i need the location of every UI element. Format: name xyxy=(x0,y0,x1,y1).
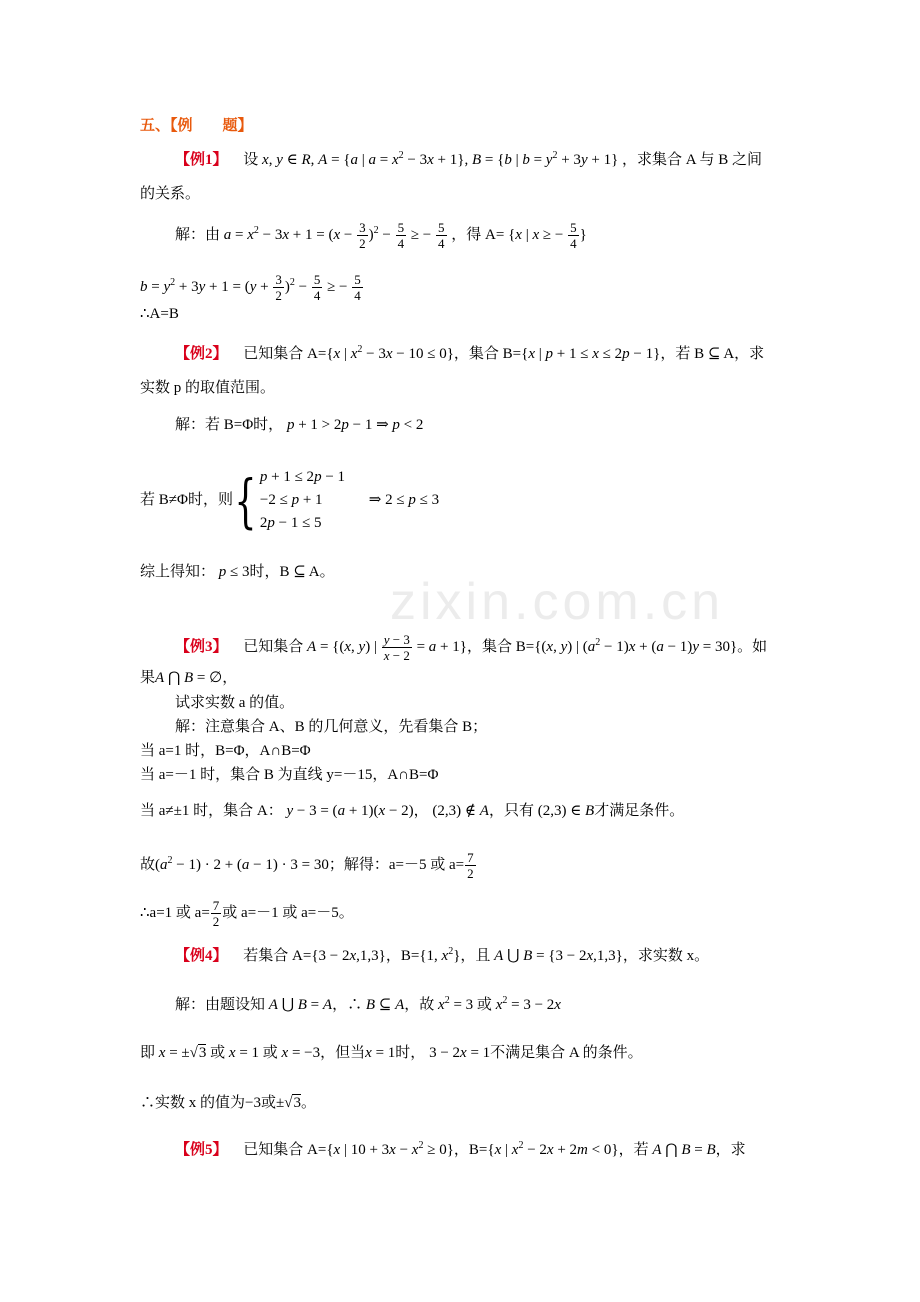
ex5-t4: ，求 xyxy=(715,1142,746,1158)
ex3-line3: 试求实数 a 的值。 xyxy=(175,695,295,711)
ex3-line9: ∴a=1 或 a= $\frac{7}{2}$ 或 a=－1 或 a=－5。 xyxy=(140,898,354,929)
ex3-t1: 已知集合 xyxy=(243,638,304,655)
ex2-question: 【例2】 已知集合 A={x | $x^2 - 3x - 10 \le 0$}，集合 B={x | p + 1 ≤ x ≤ 2p − 1}，若 B ⊆ A，求 xyxy=(175,344,765,362)
ex3-line5: 当 a=1 时，B=Φ，A∩B=Φ xyxy=(140,743,311,759)
ex3-tag: 【例3】 xyxy=(175,638,228,655)
ex1-sol-formula-b: $b = y^2 + 3y + 1 = (y$ + $\frac{3}{2}$ )$^2$ − $\frac{5}{4}$ ≥ − $\frac{5}{4}$ xyxy=(140,272,361,303)
ex4-line2-or2: 或 xyxy=(262,1045,278,1061)
ex5-t1: 已知集合 A= xyxy=(243,1142,327,1158)
ex1-solution-2 xyxy=(140,272,364,303)
ex4-t3: ，且 xyxy=(460,948,491,964)
ex5-t2: ，B= xyxy=(453,1142,488,1158)
ex5-tag: 【例5】 xyxy=(175,1142,228,1158)
ex1-question-tail: ，求集合 A 与 B 之间 xyxy=(622,152,763,168)
ex4-solution-1: 解：由题设知 A ⋃ B = A，∴ B ⊆ A，故 $x^2 = 3$ 或 $x^2 = 3 - 2x$ xyxy=(175,995,561,1013)
ex4-conclusion: ∴实数 x 的值为−3或±√3。 xyxy=(140,1095,316,1111)
ex3-line2-prefix: 果 xyxy=(140,670,156,686)
ex1-conclusion: ∴A=B xyxy=(140,306,179,322)
ex2-summary-end: A。 xyxy=(308,564,335,580)
ex2-t4: A，求 xyxy=(723,346,765,362)
ex4-line2-or1: 或 xyxy=(210,1045,226,1061)
ex3-set-a: A = {(x, y) | $\frac{y - 3}{x - 2}$ = a + 1} xyxy=(307,632,467,663)
ex4-sol-mid: ，故 xyxy=(404,997,435,1013)
ex1-tag: 【例1】 xyxy=(175,152,228,168)
ex2-summary-mid: 时，B xyxy=(249,564,290,580)
ex1-solution-1 xyxy=(175,220,587,251)
ex2-line2: 实数 p 的取值范围。 xyxy=(140,380,276,396)
ex3-line4: 解：注意集合 A、B 的几何意义，先看集合 B； xyxy=(175,719,488,735)
ex2-sys-result: ⇒ 2 ≤ p ≤ 3 xyxy=(368,491,440,508)
ex3-line7-end: 才满足条件。 xyxy=(594,803,685,819)
ex3-question xyxy=(175,632,767,663)
ex5-question: 【例5】 已知集合 A={x | $10 + 3x - x^2 \ge 0$}，B={x | $x^2 - 2x + 2m < 0$}，若 A ⋂ B = B，求 xyxy=(175,1140,746,1158)
ex1-intro: 设 xyxy=(243,152,259,168)
ex1-question xyxy=(175,150,762,170)
ex2-sol2-prefix: 若 B≠Φ时，则 xyxy=(140,491,233,508)
ex4-t2: ，B= xyxy=(385,948,420,964)
ex3-line8: 故$(a^2 - 1) \cdot 2 + (a - 1) \cdot 3 = 30$；解得：a=－5 或 a= $\frac{7}{2}$ xyxy=(140,850,474,881)
section-title-text: 五、【例 题】 xyxy=(140,118,253,134)
ex4-line2-mid: ，但当 xyxy=(320,1045,366,1061)
ex1-sol-set-a: {x | x ≥ − $\frac{5}{4}$ } xyxy=(508,220,587,251)
ex3-line2-suffix: ， xyxy=(222,670,238,686)
ex3-line7-prefix: 当 a≠±1 时，集合 A： xyxy=(140,803,283,819)
ex3-line9-end: 或 a=－1 或 a=－5。 xyxy=(222,904,354,921)
ex2-solution-1 xyxy=(175,415,423,435)
ex3-t3: 。如 xyxy=(737,638,768,655)
ex2-summary-prefix: 综上得知： xyxy=(140,564,216,580)
ex3-line8-prefix: 故 xyxy=(140,856,156,873)
ex1-sol-prefix: 解：由 xyxy=(175,226,221,243)
ex4-t1: 若集合 A= xyxy=(243,948,312,964)
ex3-line7: 当 a≠±1 时，集合 A： y − 3 = (a + 1)(x − 2)， (2,3) ∉ A，只有 (2,3) ∈ B才满足条件。 xyxy=(140,803,685,819)
ex2-summary: 综上得知： p ≤ 3时，B ⊆ A。 xyxy=(140,564,335,580)
ex1-formula: x, y ∈ R, A = {a | $a = x^2 - 3x + 1$}, B = {b | $b = y^2 + 3y + 1$} xyxy=(262,150,619,168)
ex4-conclusion-or: 或 xyxy=(260,1095,276,1111)
ex4-t4: ，求实数 x。 xyxy=(622,948,710,964)
ex1-sol-mid: ，得 A= xyxy=(451,226,505,243)
section-title xyxy=(140,116,253,136)
ex4-line2-prefix: 即 xyxy=(140,1045,156,1061)
ex2-solution-2 xyxy=(140,466,440,535)
watermark: zixin.com.cn xyxy=(390,573,725,631)
ex2-t2: ，集合 B= xyxy=(453,346,522,362)
ex4-line2-end: 不满足集合 A 的条件。 xyxy=(490,1045,643,1061)
ex3-line2: 果A ⋂ B = ∅， xyxy=(140,670,238,686)
ex5-t3: ，若 xyxy=(618,1142,649,1158)
ex3-line8-mid: ；解得：a=－5 或 a= xyxy=(328,856,465,873)
ex4-conclusion-end: 。 xyxy=(300,1095,316,1111)
ex3-line7-mid: ，只有 xyxy=(488,803,534,819)
ex4-solution-2: 即 x = ±√3 或 x = 1 或 x = −3，但当x = 1时， 3 − 2x = 1不满足集合 A 的条件。 xyxy=(140,1045,643,1061)
ex3-set-b: {(x, y) | $(a^2 - 1)x + (a - 1)y = 30$} xyxy=(534,636,738,655)
brace-symbol: { xyxy=(234,466,257,535)
ex4-tag: 【例4】 xyxy=(175,948,228,964)
ex4-line2-when: 时， xyxy=(395,1045,426,1061)
ex3-t2: ，集合 B= xyxy=(466,638,535,655)
ex4-conclusion-prefix: ∴实数 x 的值为 xyxy=(140,1095,246,1111)
ex2-set-b: {x | p + 1 ≤ x ≤ 2p − 1} xyxy=(521,346,661,362)
ex2-t3: ，若 B xyxy=(660,346,705,362)
ex2-tag: 【例2】 xyxy=(175,346,228,362)
ex4-sol-prefix: 解：由题设知 xyxy=(175,997,266,1013)
ex2-t1: 已知集合 A= xyxy=(243,346,327,362)
ex2-sol1-prefix: 解：若 B=Φ时， xyxy=(175,417,284,433)
ex4-sol-or: 或 xyxy=(476,997,492,1013)
ex2-sol1-formula: p + 1 > 2p − 1 ⇒ p < 2 xyxy=(286,417,424,433)
ex1-sol-formula-a: $a = x^2 - 3x + 1 = (x$ − $\frac{3}{2}$ )$^2$ − $\frac{5}{4}$ ≥ − $\frac{5}{4}$ xyxy=(223,220,445,251)
ex3-line6: 当 a=－1 时，集合 B 为直线 y=－15，A∩B=Φ xyxy=(140,767,439,783)
ex4-question: 【例4】 若集合 A={3 − 2x,1,3}，B={1, $x^2$}，且 A ⋃ B = {3 − 2x,1,3}，求实数 x。 xyxy=(175,946,710,964)
ex2-inequality-system: p + 1 ≤ 2p − 1 −2 ≤ p + 1 2p − 1 ≤ 5 xyxy=(259,469,346,531)
ex3-line9-prefix: ∴a=1 或 a= xyxy=(140,904,210,921)
ex1-line2: 的关系。 xyxy=(140,186,201,202)
ex2-set-a: {x | $x^2 - 3x - 10 \le 0$} xyxy=(326,344,454,362)
